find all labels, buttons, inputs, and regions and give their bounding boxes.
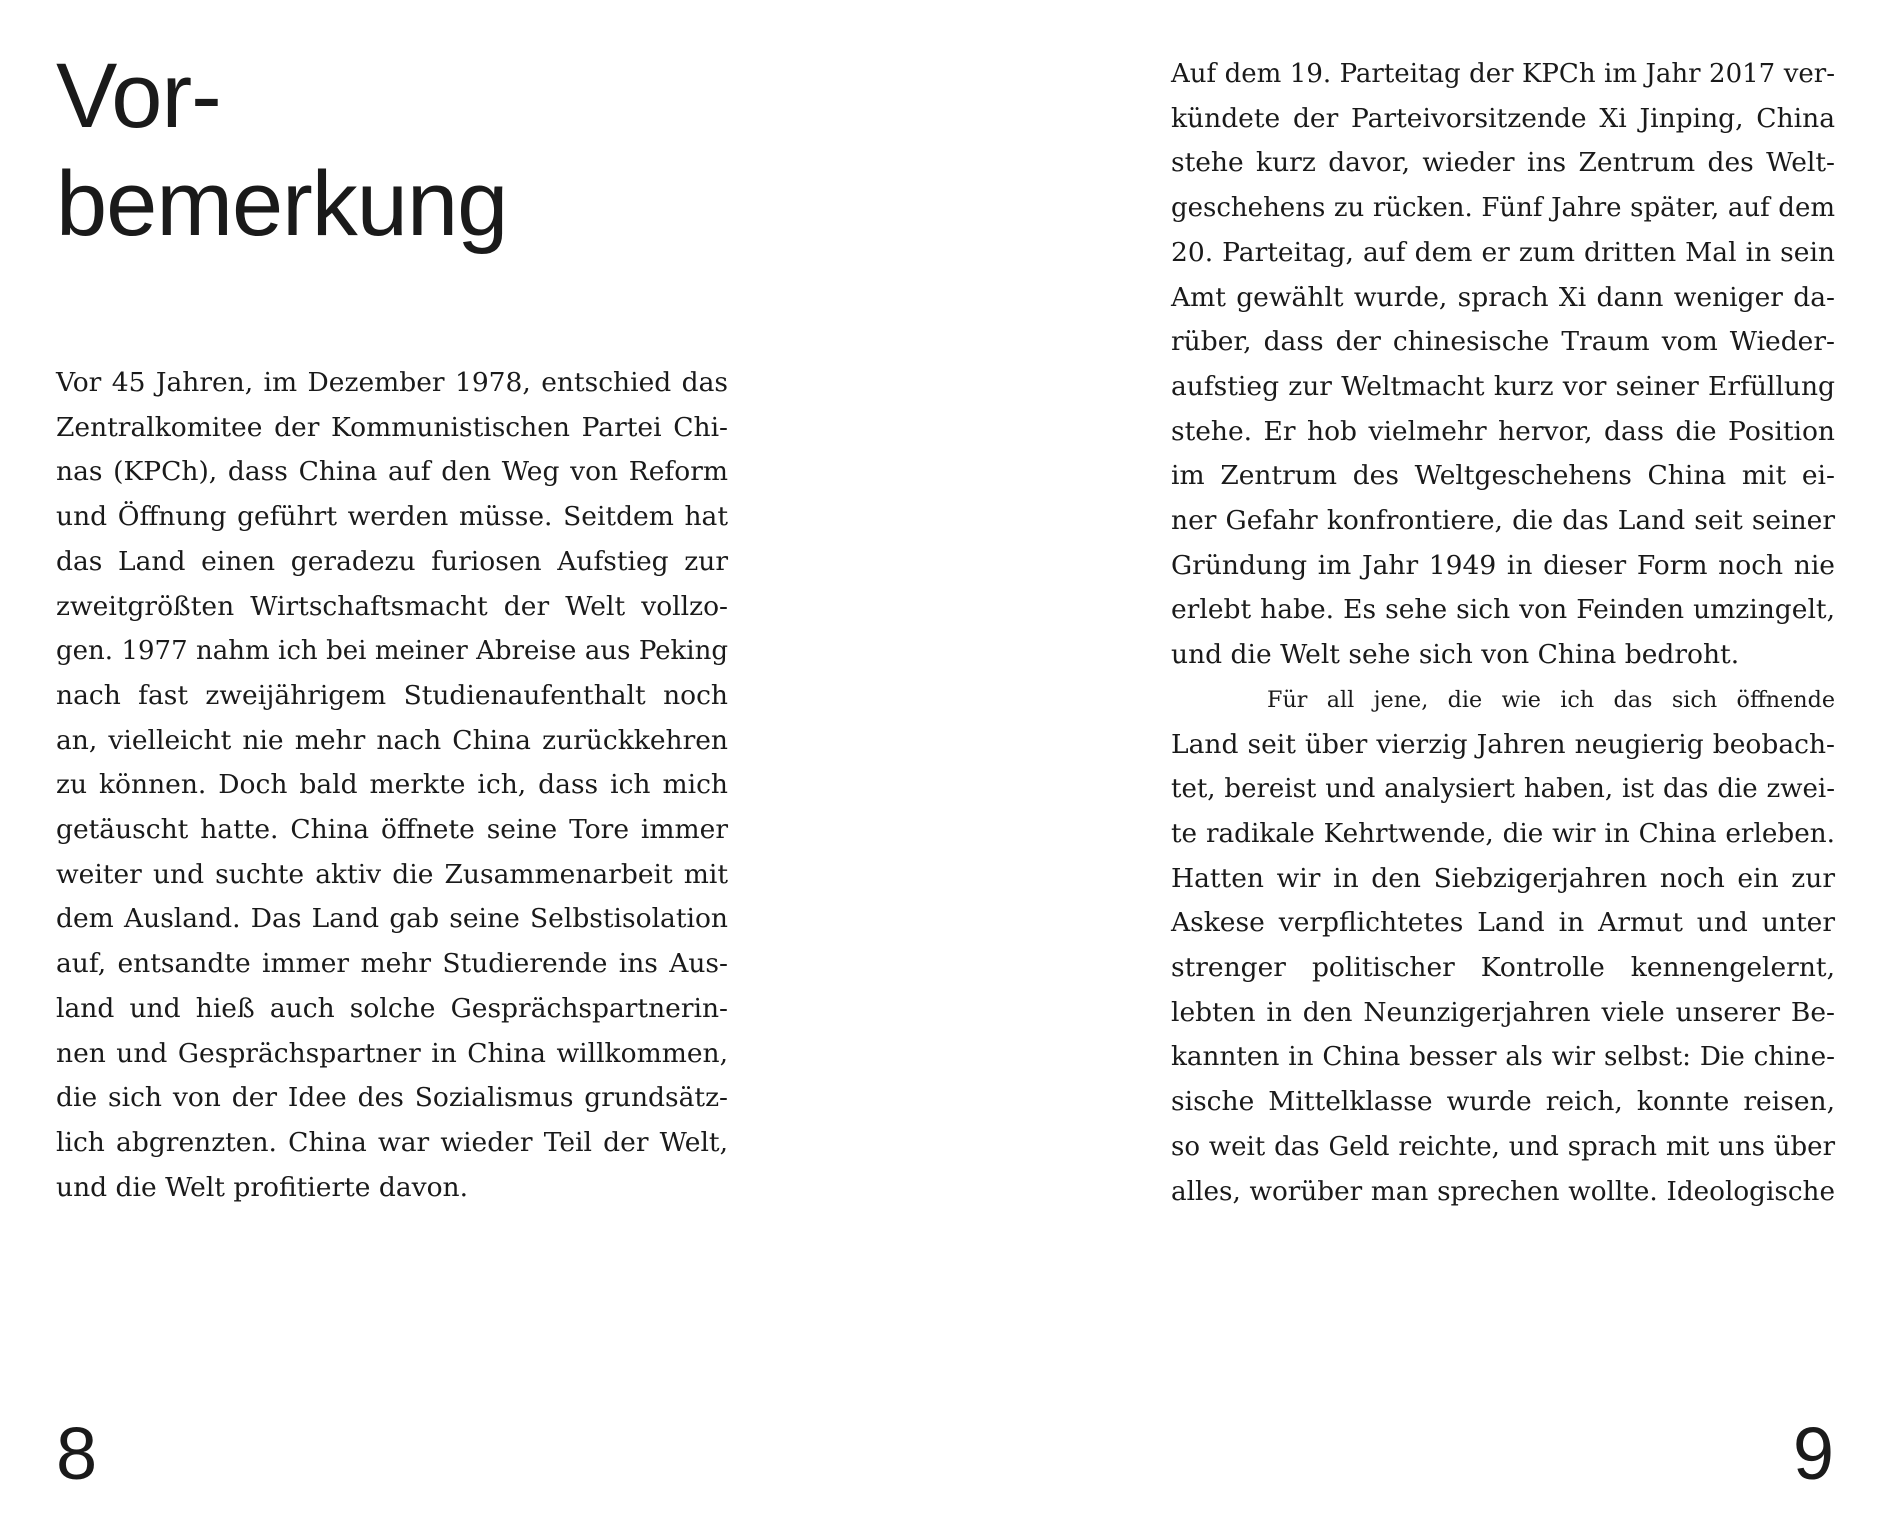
text-line: so weit das Geld reichte, und sprach mit uns über	[1171, 1131, 1835, 1162]
text-line: land und hieß auch solche Gesprächspartnerin-	[56, 992, 728, 1024]
text-line: stehe kurz davor, wieder ins Zentrum des Welt-	[1171, 147, 1835, 179]
text-line: Askese verpflichtetes Land in Armut und unter	[1171, 907, 1835, 939]
text-line: auf, entsandte immer mehr Studierende ins Aus-	[56, 948, 728, 980]
page-number-left: 8	[56, 1412, 98, 1495]
chapter-title-line-2: bemerkung	[56, 153, 508, 255]
text-line: rüber, dass der chinesische Traum vom Wieder-	[1171, 326, 1835, 358]
text-line: stehe. Er hob vielmehr hervor, dass die Position	[1171, 415, 1835, 447]
text-line: nach fast zweijährigem Studienaufenthalt noch	[56, 679, 728, 711]
text-line: kannten in China besser als wir selbst: Die chine-	[1171, 1042, 1835, 1073]
text-line: Vor 45 Jahren, im Dezember 1978, entschied das	[56, 367, 728, 398]
text-line: alles, worüber man sprechen wollte. Ideologische	[1171, 1176, 1835, 1207]
left-body-text	[56, 361, 728, 1210]
text-line: und die Welt sehe sich von China bedroht.	[1171, 639, 1740, 671]
text-line: erlebt habe. Es sehe sich von Feinden umzingelt,	[1171, 594, 1835, 626]
text-line: 20. Parteitag, auf dem er zum dritten Mal in sein	[1171, 236, 1835, 268]
text-line: sische Mittelklasse wurde reich, konnte reisen,	[1171, 1086, 1835, 1118]
text-line: aufstieg zur Weltmacht kurz vor seiner Erfüllung	[1171, 370, 1835, 402]
text-line: nas (KPCh), dass China auf den Weg von Reform	[56, 456, 728, 488]
text-line: an, vielleicht nie mehr nach China zurückkehren	[56, 724, 728, 756]
text-line: im Zentrum des Weltgeschehens China mit ei-	[1171, 460, 1835, 492]
text-line: Für all jene, die wie ich das sich öffnende	[1267, 686, 1835, 713]
text-line: die sich von der Idee des Sozialismus grundsätz-	[56, 1082, 728, 1114]
text-line: strenger politischer Kontrolle kennengelernt,	[1171, 952, 1835, 984]
text-line: zu können. Doch bald merkte ich, dass ich mich	[56, 769, 728, 801]
text-line: Gründung im Jahr 1949 in dieser Form noch nie	[1171, 549, 1835, 581]
text-line: ner Gefahr konfrontiere, die das Land seit seiner	[1171, 505, 1835, 537]
text-line: getäuscht hatte. China öffnete seine Tore immer	[56, 814, 728, 846]
chapter-title-line-1: Vor-	[56, 45, 221, 147]
page-number-right: 9	[1792, 1412, 1834, 1495]
text-line: und Öffnung geführt werden müsse. Seitdem hat	[56, 501, 728, 533]
text-line: und die Welt profitierte davon.	[56, 1171, 469, 1203]
text-line: lich abgrenzten. China war wieder Teil der Welt,	[56, 1126, 728, 1158]
text-line: geschehens zu rücken. Fünf Jahre später, auf dem	[1171, 193, 1835, 224]
text-line: tet, bereist und analysiert haben, ist das die zwei-	[1171, 774, 1835, 805]
text-line: gen. 1977 nahm ich bei meiner Abreise aus Peking	[56, 636, 728, 667]
text-line: Amt gewählt wurde, sprach Xi dann weniger da-	[1171, 281, 1835, 313]
text-line: kündete der Parteivorsitzende Xi Jinping, China	[1171, 102, 1835, 134]
text-line: nen und Gesprächspartner in China willkommen,	[56, 1037, 728, 1069]
text-line: Hatten wir in den Siebzigerjahren noch ein zur	[1171, 862, 1835, 894]
text-line: dem Ausland. Das Land gab seine Selbstisolation	[56, 903, 728, 935]
text-line: lebten in den Neunzigerjahren viele unserer Be-	[1171, 996, 1835, 1028]
text-line: zweitgrößten Wirtschaftsmacht der Welt vollzo-	[56, 590, 728, 622]
text-line: Auf dem 19. Parteitag der KPCh im Jahr 2017 ver-	[1171, 59, 1835, 89]
right-page	[945, 0, 1890, 1536]
text-line: Land seit über vierzig Jahren neugierig beobach-	[1171, 728, 1835, 760]
text-line: das Land einen geradezu furiosen Aufstieg zur	[56, 545, 728, 577]
text-line: weiter und suchte aktiv die Zusammenarbeit mit	[56, 858, 728, 890]
chapter-title	[56, 42, 507, 258]
right-body-text	[1171, 52, 1835, 1214]
text-line: Zentralkomitee der Kommunistischen Partei Chi-	[56, 411, 728, 443]
text-line: te radikale Kehrtwende, die wir in China erleben.	[1171, 818, 1835, 849]
